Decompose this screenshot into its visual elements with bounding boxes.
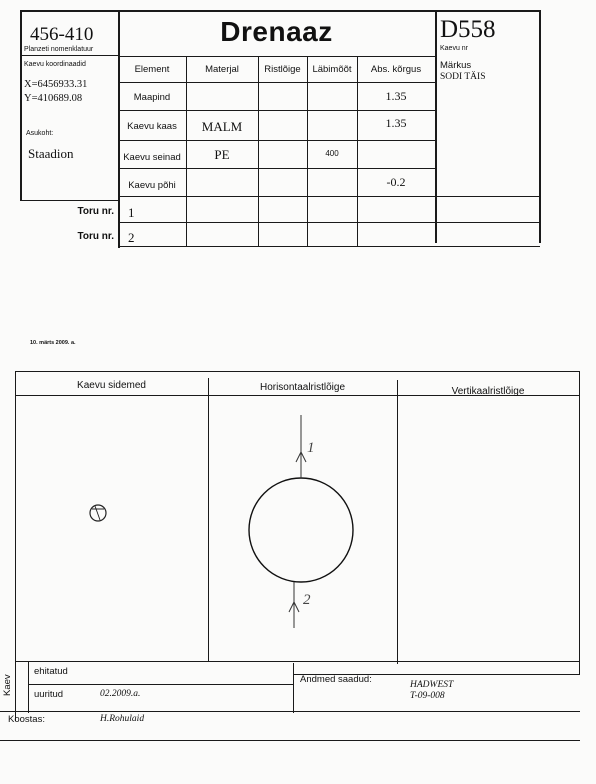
row-element-label: Kaevu põhi [128,180,176,191]
date-stamp: 10. märts 2009. a. [30,340,76,346]
frame-line [28,661,29,713]
data-source-label: Andmed saadud: [300,674,372,685]
col-header-abs-height: Abs. kõrgus [370,64,422,75]
row-abs-height: 1.35 [385,116,407,130]
row-abs-height: -0.2 [386,175,406,189]
col-header-remark: Märkus [440,60,472,71]
pipe-label: Toru nr. [77,231,114,242]
well-circle [249,478,353,582]
frame-line [293,663,294,713]
pipe-value: 1 [128,205,135,220]
location-value: Staadion [28,146,74,161]
row-abs-height: 1.35 [385,89,407,103]
well-id: D558 [440,16,496,43]
plan-number: 456-410 [30,24,94,45]
coords-caption: Kaevu koordinaadid [24,61,86,68]
pipe-value: 2 [128,230,135,245]
location-caption: Asukoht: [26,130,54,137]
row-material: PE [214,147,230,162]
col-header-cross-section: Ristlõige [264,64,301,75]
remark-value: SODI TÄIS [440,72,486,82]
built-label: ehitatud [34,666,68,677]
well-symbol-icon [90,505,106,521]
col-title-connections: Kaevu sidemed [77,380,146,391]
pipe-2-label: 2 [303,592,311,608]
row-element-label: Kaevu seinad [123,152,181,163]
coord-x: X=6456933.31 [24,79,88,90]
data-source-value: HADWEST [410,680,454,690]
pipe-1-label: 1 [307,440,315,456]
pipe-label: Toru nr. [77,206,114,217]
row-element-label: Maapind [133,92,171,103]
frame-line [0,740,580,741]
row-diameter: 400 [325,149,339,158]
coord-y: Y=410689.08 [24,93,83,104]
well-id-caption: Kaevu nr [440,45,469,52]
author-value: H.Rohulaid [100,714,145,724]
author-label: Koostas: [8,714,45,725]
surveyed-label: uuritud [34,689,64,700]
frame-line [28,684,293,685]
col-header-diameter: Läbimõõt [312,64,352,75]
col-title-horizontal: Horisontaalristlõige [259,382,346,393]
document-title: Drenaaz [220,16,333,47]
side-label: Kaev [2,674,13,696]
row-element-label: Kaevu kaas [127,121,177,132]
row-material: MALM [201,119,243,134]
frame-line [0,711,580,712]
plan-number-caption: Planzeti nomenklatuur [24,46,94,53]
surveyed-value: 02.2009.a. [100,689,141,699]
col-header-element: Element [134,64,170,75]
col-title-vertical: Vertikaalristlõige [451,386,525,397]
col-header-material: Materjal [205,64,239,75]
data-source-code: T-09-008 [410,691,445,701]
